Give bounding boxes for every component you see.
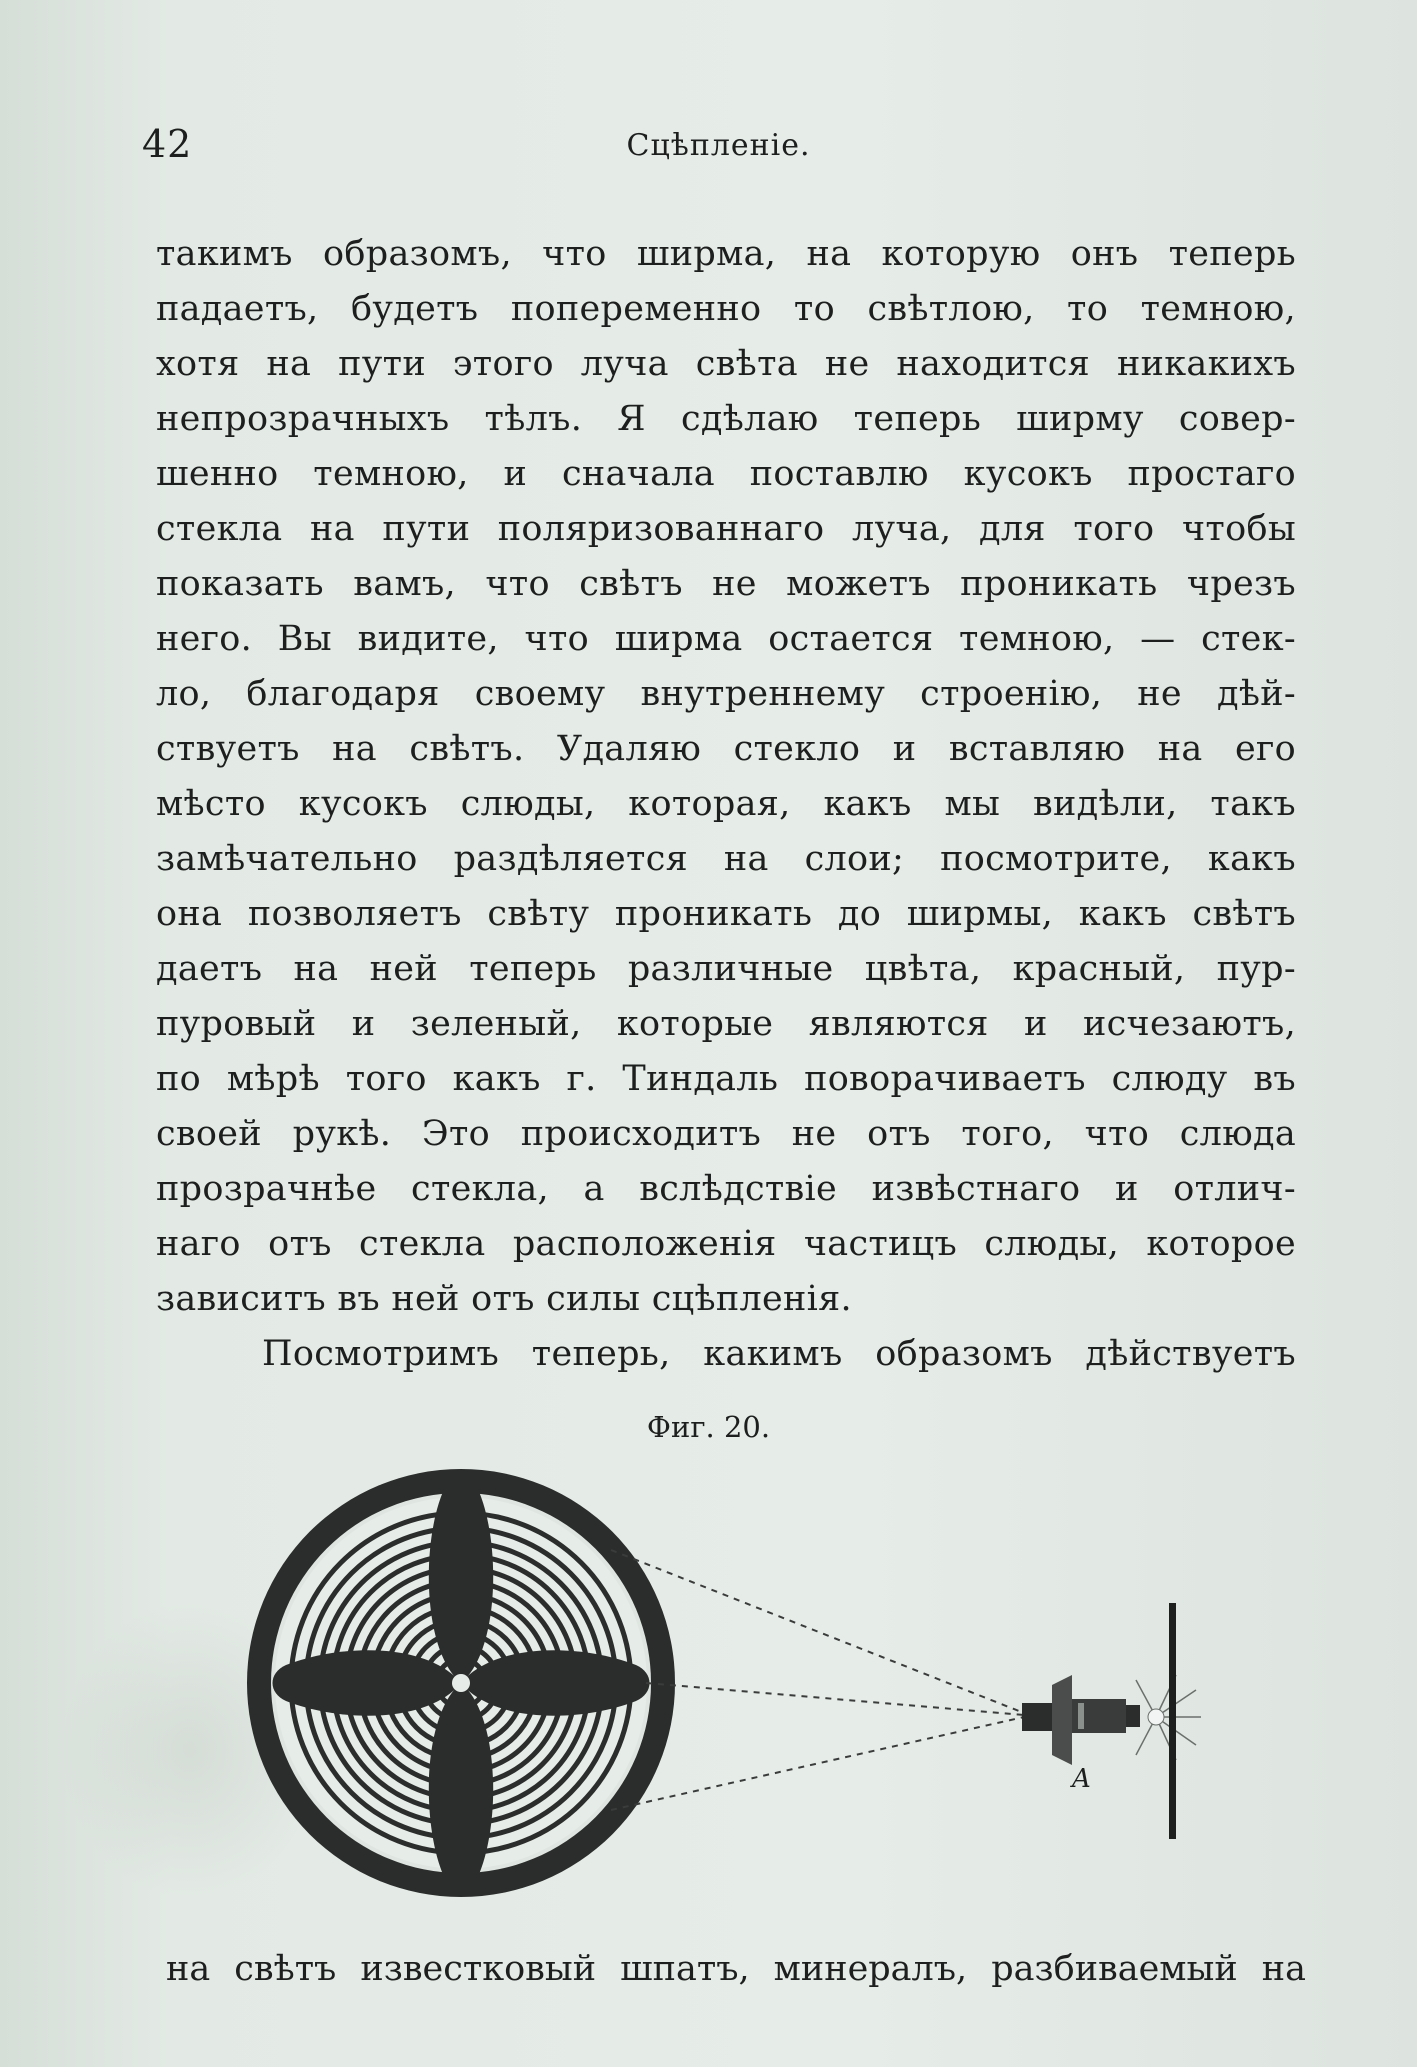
text-line: своей рукѣ. Это происходитъ не отъ того, что слюда <box>156 1114 1296 1154</box>
text-line: пуровый и зеленый, которые являются и исчезаютъ, <box>156 1004 1296 1044</box>
text-line: него. Вы видите, что ширма остается темною, — стек- <box>156 619 1296 659</box>
text-line: ло, благодаря своему внутреннему строенію, не дѣй- <box>156 674 1296 714</box>
text-line: даетъ на ней теперь различные цвѣта, красный, пур- <box>156 949 1296 989</box>
figure-svg <box>246 1455 1236 1915</box>
crystal-apparatus <box>1022 1675 1140 1794</box>
text-line: такимъ образомъ, что ширма, на которую онъ теперь <box>156 234 1296 274</box>
running-title: Сцѣпленіе. <box>626 128 811 163</box>
page-number: 42 <box>142 122 193 166</box>
screen-disc <box>247 1469 675 1897</box>
text-line: ствуетъ на свѣтъ. Удаляю стекло и вставляю на его <box>156 729 1296 769</box>
text-line: наго отъ стекла расположенія частицъ слюды, которое <box>156 1224 1296 1264</box>
label-a: A <box>1072 1764 1091 1794</box>
text-line: хотя на пути этого луча свѣта не находится никакихъ <box>156 344 1296 384</box>
text-line: показать вамъ, что свѣтъ не можетъ проникать чрезъ <box>156 564 1296 604</box>
bottom-text-line: на свѣтъ известковый шпатъ, минералъ, разбиваемый на <box>166 1949 1306 1989</box>
paragraph-start-line: Посмотримъ теперь, какимъ образомъ дѣйствуетъ <box>262 1334 1296 1374</box>
light-source <box>1136 1603 1201 1839</box>
text-line: стекла на пути поляризованнаго луча, для того чтобы <box>156 509 1296 549</box>
text-line: замѣчательно раздѣляется на слои; посмотрите, какъ <box>156 839 1296 879</box>
figure-polarization-illustration <box>246 1455 1236 1915</box>
figure-caption: Фиг. 20. <box>646 1410 771 1444</box>
text-line: прозрачнѣе стекла, а вслѣдствіе извѣстнаго и отлич- <box>156 1169 1296 1209</box>
text-line: мѣсто кусокъ слюды, которая, какъ мы видѣли, такъ <box>156 784 1296 824</box>
text-line: зависитъ въ ней отъ силы сцѣпленія. <box>156 1279 852 1319</box>
text-line: она позволяетъ свѣту проникать до ширмы, какъ свѣтъ <box>156 894 1296 934</box>
text-line: по мѣрѣ того какъ г. Тиндаль поворачиваетъ слюду въ <box>156 1059 1296 1099</box>
text-line: шенно темною, и сначала поставлю кусокъ простаго <box>156 454 1296 494</box>
text-line: непрозрачныхъ тѣлъ. Я сдѣлаю теперь ширму совер- <box>156 399 1296 439</box>
text-line: падаетъ, будетъ попеременно то свѣтлою, то темною, <box>156 289 1296 329</box>
